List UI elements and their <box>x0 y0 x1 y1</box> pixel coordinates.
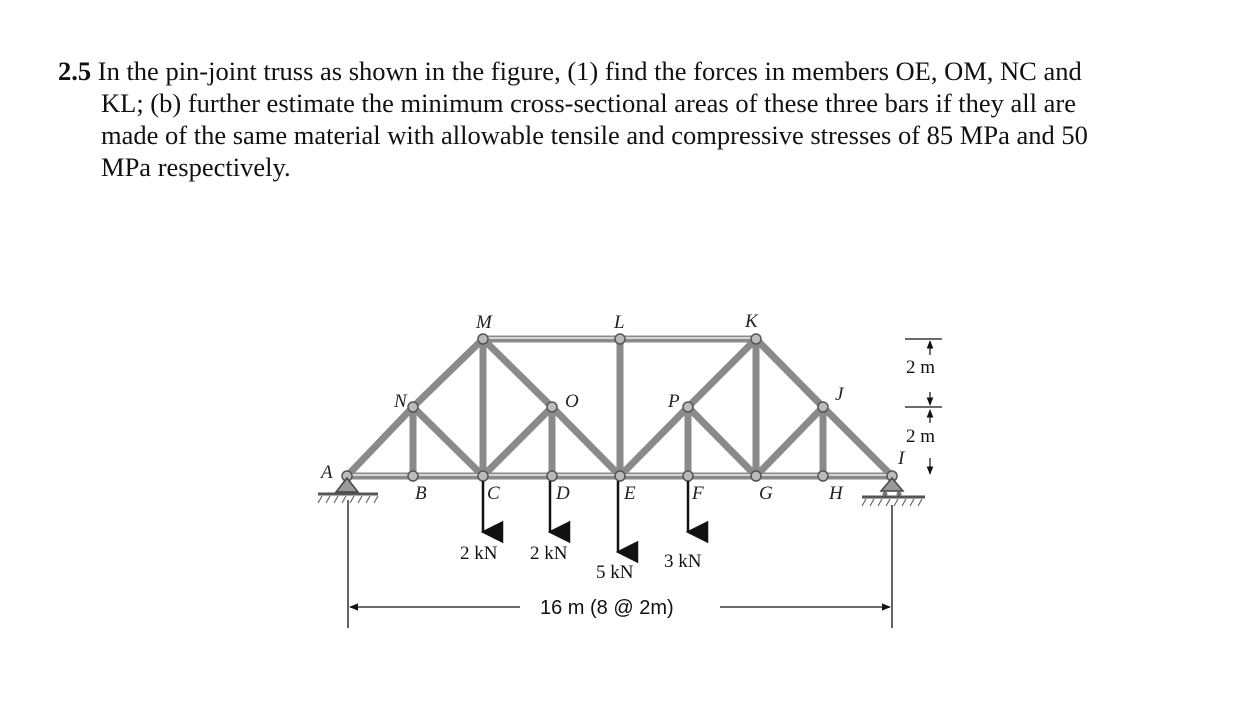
joint-E <box>615 471 625 481</box>
member-AN <box>347 407 413 476</box>
member-GJ <box>756 407 823 476</box>
dimension-upper-height: 2 m <box>906 357 936 378</box>
load-label-E: 5 kN <box>596 562 634 583</box>
label-N: N <box>394 391 407 412</box>
member-MO <box>483 339 552 407</box>
member-JI <box>823 407 892 476</box>
joint-N <box>408 402 418 412</box>
load-label-C: 2 kN <box>460 543 498 564</box>
member-PK <box>688 339 756 407</box>
joint-M <box>478 334 488 344</box>
problem-number: 2.5 <box>58 56 92 86</box>
joint-J <box>818 402 828 412</box>
truss-members <box>347 339 892 476</box>
problem-line-3: made of the same material with allowable tensile and compressive stresses of 85 MPa and 50 <box>101 120 1088 150</box>
label-P: P <box>668 391 680 412</box>
member-EP <box>620 407 688 476</box>
label-M: M <box>476 312 492 333</box>
label-G: G <box>759 483 773 504</box>
load-label-D: 2 kN <box>530 543 568 564</box>
member-NM <box>413 339 483 407</box>
label-O: O <box>565 391 579 412</box>
label-L: L <box>614 312 625 333</box>
load-arrows <box>483 481 688 552</box>
label-B: B <box>415 483 427 504</box>
label-I: I <box>898 448 905 469</box>
support-right <box>862 478 925 506</box>
label-E: E <box>624 483 636 504</box>
label-K: K <box>745 311 758 332</box>
problem-line-4: MPa respectively. <box>101 152 291 182</box>
member-KH <box>756 339 823 407</box>
joint-C <box>478 471 488 481</box>
joint-F <box>683 471 693 481</box>
problem-line-1: In the pin-joint truss as shown in the figure, (1) find the forces in members OE, OM, NC and <box>97 56 1082 86</box>
joint-D <box>547 471 557 481</box>
problem-line-2: KL; (b) further estimate the minimum cross-sectional areas of these three bars if they all are <box>101 88 1076 118</box>
label-C: C <box>487 483 500 504</box>
member-NC <box>413 407 483 476</box>
joint-H <box>818 471 828 481</box>
joint-K <box>751 334 761 344</box>
member-OE <box>552 407 620 476</box>
member-CO <box>483 407 552 476</box>
load-label-F: 3 kN <box>664 551 702 572</box>
dimension-lower-height: 2 m <box>906 426 936 447</box>
joint-L <box>615 334 625 344</box>
member-PG <box>688 407 756 476</box>
span-label: 16 m (8 @ 2m) <box>540 597 674 619</box>
joint-B <box>408 471 418 481</box>
label-D: D <box>556 483 570 504</box>
label-J: J <box>835 384 844 405</box>
joint-P <box>683 402 693 412</box>
joint-G <box>751 471 761 481</box>
joint-O <box>547 402 557 412</box>
load-labels <box>460 543 702 583</box>
label-A: A <box>321 462 333 483</box>
label-F: F <box>692 483 704 504</box>
label-H: H <box>829 483 843 504</box>
